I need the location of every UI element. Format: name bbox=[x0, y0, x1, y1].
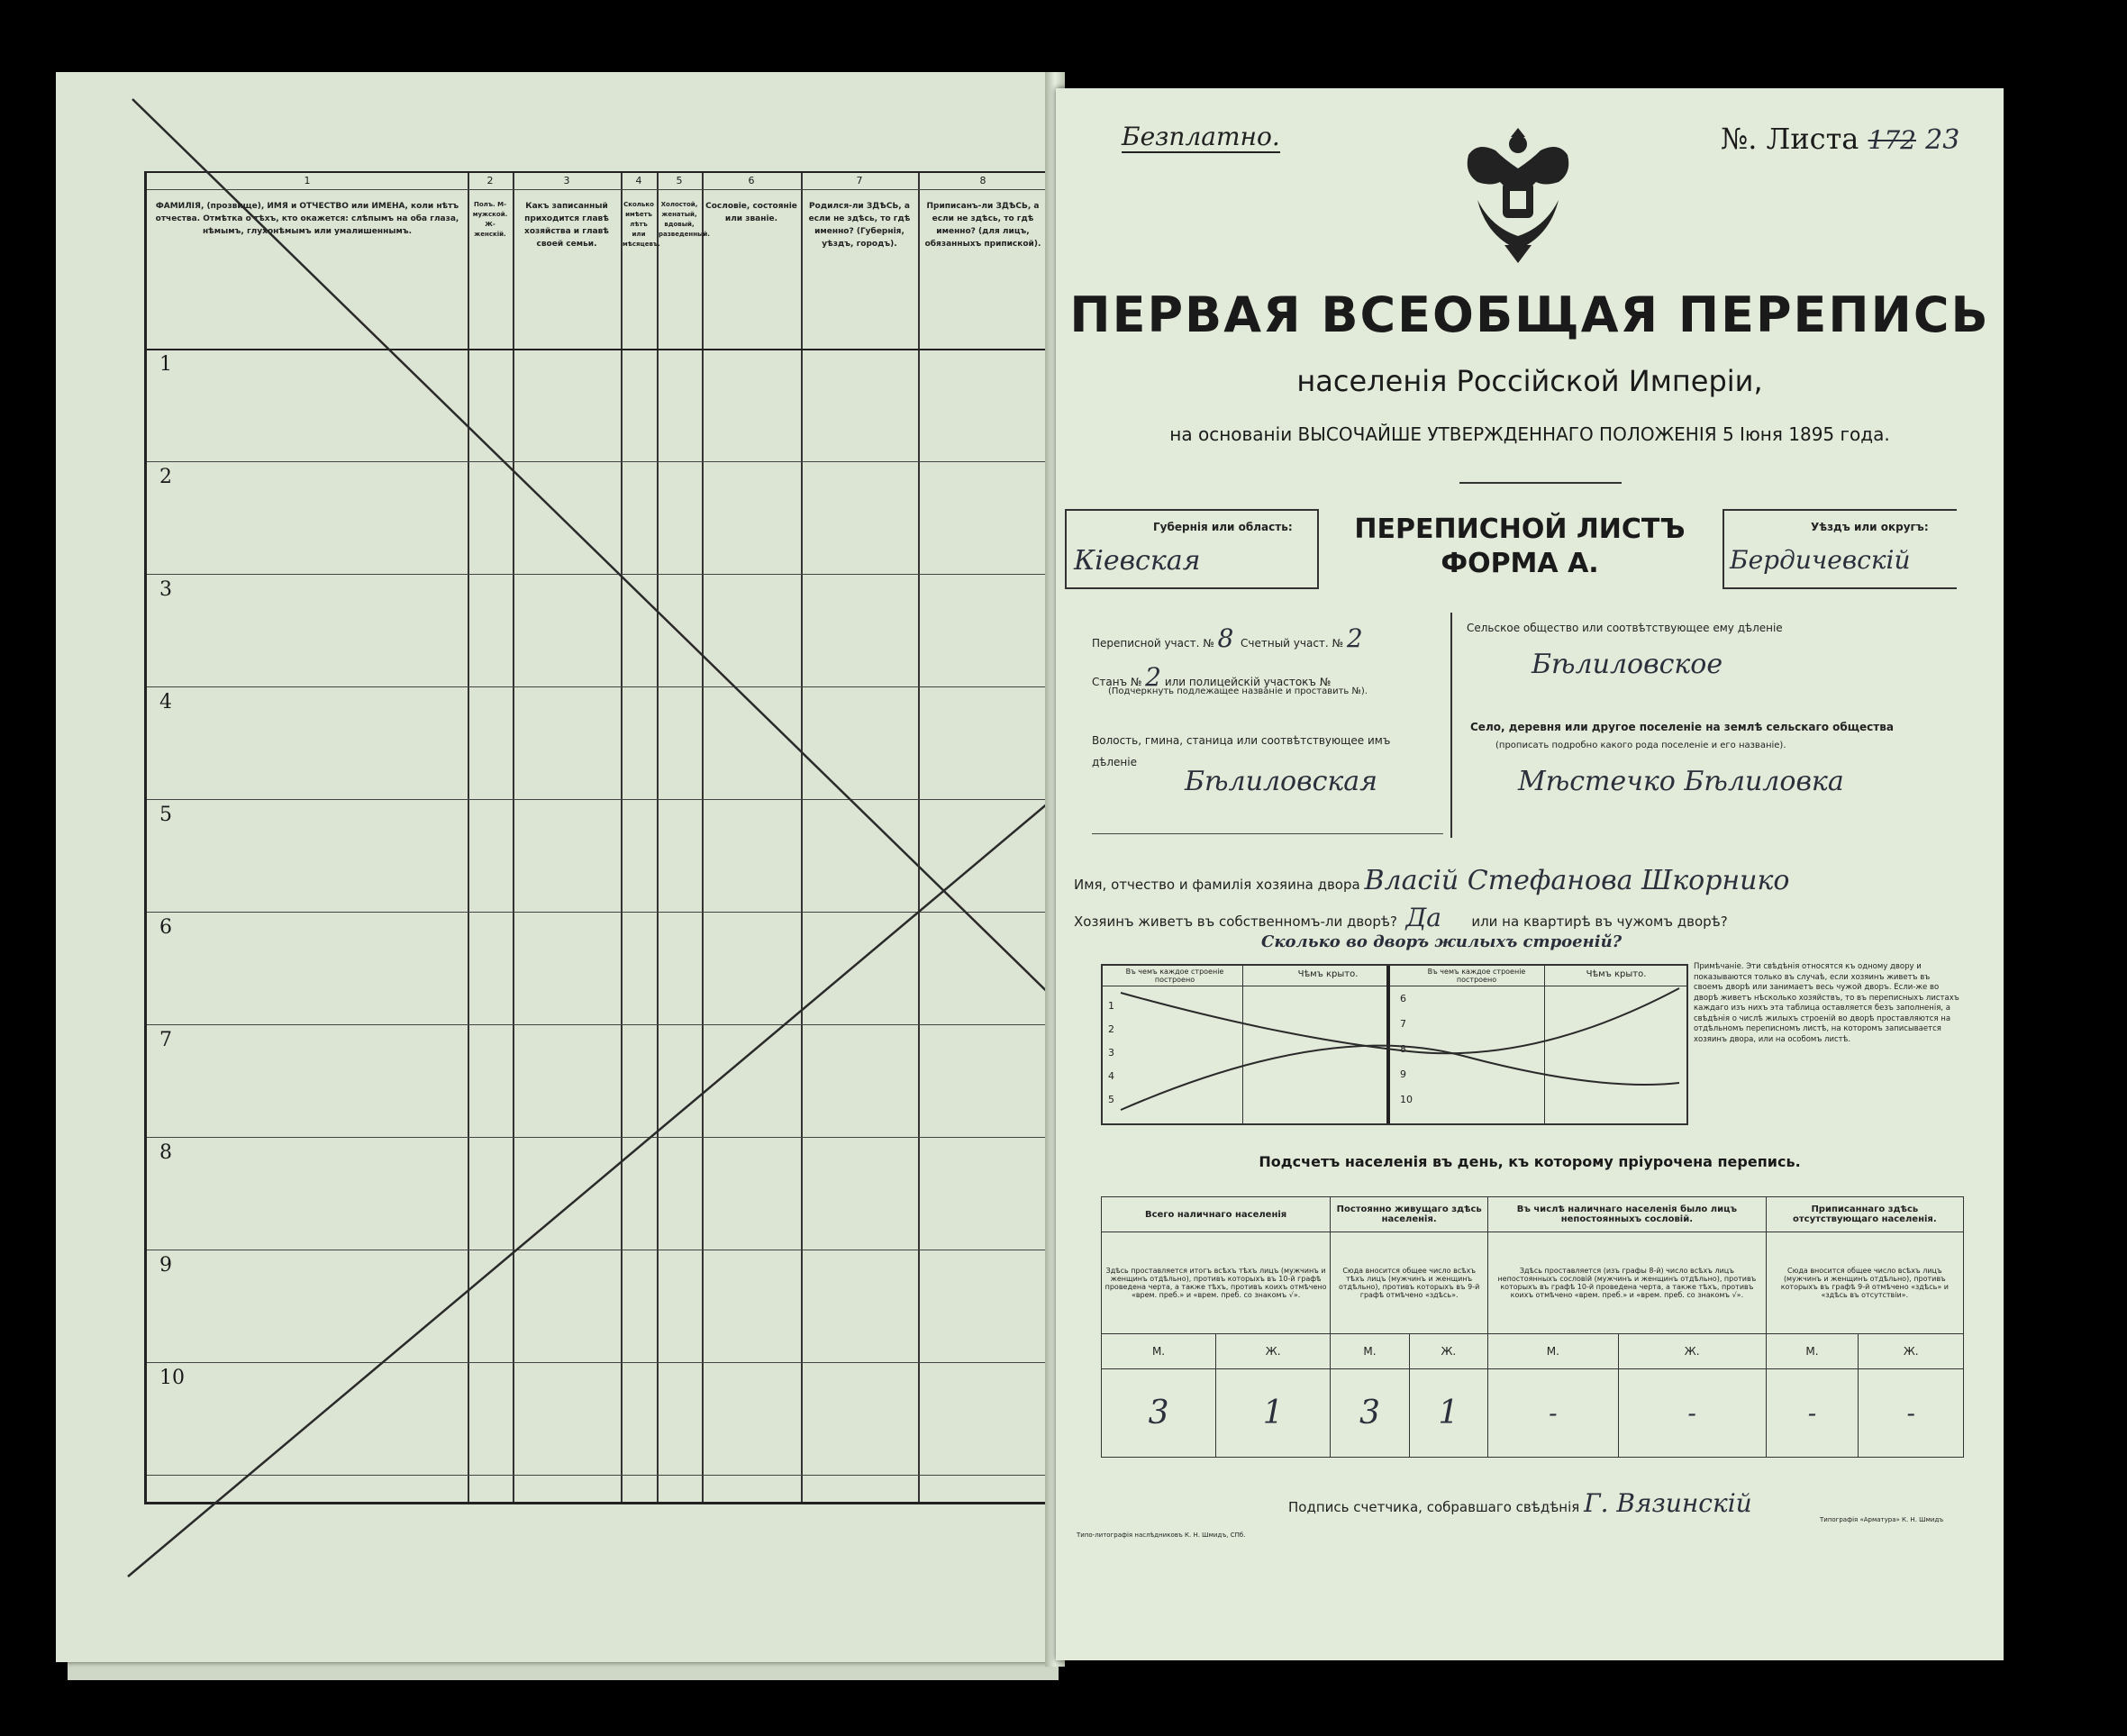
count-value: 1 bbox=[1409, 1369, 1487, 1458]
free-label: Безплатно. bbox=[1122, 122, 1280, 151]
buildings-header-material: Въ чемъ каждое строеніе построено bbox=[1427, 968, 1526, 984]
buildings-header-roof: Чѣмъ крыто. bbox=[1586, 969, 1647, 979]
count-value: - bbox=[1766, 1369, 1859, 1458]
sex-label: Ж. bbox=[1859, 1334, 1964, 1369]
row-number: 5 bbox=[159, 804, 172, 826]
sex-label: М. bbox=[1102, 1334, 1216, 1369]
owner-label: Имя, отчество и фамилія хозяина двора bbox=[1074, 877, 1360, 893]
society-label: Сельское общество или соотвѣтствующее ему дѣленіе bbox=[1467, 622, 1783, 634]
sheet-label: №. Листа bbox=[1721, 122, 1859, 156]
printer-left: Типо-литографія наслѣдниковъ К. Н. Шмидъ, СПб. bbox=[1077, 1531, 1246, 1539]
buildings-row-number: 4 bbox=[1108, 1070, 1114, 1082]
row-number: 9 bbox=[159, 1254, 172, 1277]
count-description: Сюда вносится общее число всѣхъ тѣхъ лицъ (мужчинъ и женщинъ отдѣльно), противъ которыхъ въ 9-й графѣ отмѣчено «здѣсь». bbox=[1331, 1232, 1488, 1334]
count-value: 3 bbox=[1331, 1369, 1409, 1458]
own-house-suffix: или на квартирѣ въ чужомъ дворѣ? bbox=[1471, 913, 1728, 930]
buildings-cross-lines bbox=[1103, 966, 1686, 1123]
row-number: 6 bbox=[159, 916, 172, 939]
row-number: 10 bbox=[159, 1367, 185, 1389]
row-number: 1 bbox=[159, 353, 172, 376]
ornament-divider bbox=[1459, 482, 1622, 484]
village-label: Село, деревня или другое поселеніе на землѣ сельскаго общества bbox=[1470, 721, 1894, 733]
row-number: 7 bbox=[159, 1029, 172, 1051]
buildings-note: Примѣчаніе. Эти свѣдѣнія относятся къ одному двору и показываются только въ случаѣ, если хозяинъ живетъ въ своемъ дворѣ или занимаетъ весь чужой дворъ. Если-же во дворѣ живетъ нѣсколько хозяйствъ, то въ переписныхъ листахъ каждаго изъ нихъ эта таблица оставляется безъ заполненія, а свѣдѣнія о числѣ жилыхъ строеній во дворѣ проставляются на отдѣльномъ переписномъ листѣ, на которомъ записывается хозяинъ двора, или на особомъ листѣ. bbox=[1694, 962, 1959, 1044]
uezd-label: Уѣздъ или округъ: bbox=[1811, 521, 1929, 533]
sheet-number-label bbox=[1721, 122, 1959, 156]
row-number: 8 bbox=[159, 1141, 172, 1164]
sex-label: М. bbox=[1766, 1334, 1859, 1369]
own-house-label: Хозяинъ живетъ въ собственномъ-ли дворѣ? bbox=[1074, 913, 1397, 930]
buildings-row-number: 5 bbox=[1108, 1094, 1114, 1105]
buildings-header-material: Въ чемъ каждое строеніе построено bbox=[1125, 968, 1224, 984]
count-value: 1 bbox=[1216, 1369, 1331, 1458]
sex-label: М. bbox=[1331, 1334, 1409, 1369]
header-age: Сколько имѣетъ лѣтъ или мѣсяцевъ. bbox=[623, 201, 660, 248]
column-number: 1 bbox=[304, 175, 311, 186]
count-value: - bbox=[1488, 1369, 1619, 1458]
column-number: 7 bbox=[856, 175, 863, 186]
double-headed-eagle-icon bbox=[1450, 119, 1586, 272]
owner-line bbox=[1074, 865, 1789, 896]
sheet-number-printed: 172 bbox=[1868, 125, 1916, 155]
stan-note: (Подчеркнуть подлежащее названіе и проставить №). bbox=[1108, 686, 1368, 696]
buildings-row-number: 3 bbox=[1108, 1047, 1114, 1059]
village-note: (прописать подробно какого рода поселеніе и его названіе). bbox=[1495, 741, 1786, 750]
buildings-header-roof: Чѣмъ крыто. bbox=[1297, 969, 1359, 979]
sex-label: М. bbox=[1488, 1334, 1619, 1369]
form-title-2: ФОРМА А. bbox=[1441, 548, 1599, 579]
diagonal-line bbox=[128, 793, 1060, 1577]
header-marital: Холостой, женатый, вдовый, разведенный. bbox=[659, 201, 710, 238]
count-header: Всего наличнаго населенія bbox=[1102, 1197, 1331, 1232]
society-value: Бѣлиловское bbox=[1532, 649, 1723, 680]
population-count-table bbox=[1101, 1196, 1964, 1458]
printer-right: Типографія «Арматура» К. Н. Шмидъ bbox=[1820, 1516, 1944, 1523]
buildings-row-number: 7 bbox=[1400, 1018, 1406, 1030]
count-description: Здѣсь проставляется (изъ графы 8-й) число всѣхъ лицъ непостоянныхъ сословій (мужчинъ и женщинъ отдѣльно), противъ которыхъ въ графѣ 10-й проведена черта, а также тѣхъ, противъ коихъ отмѣчено «врем. преб.» и «врем. преб. со знакомъ √». bbox=[1488, 1232, 1767, 1334]
count-value: - bbox=[1859, 1369, 1964, 1458]
count-description: Здѣсь проставляется итогъ всѣхъ тѣхъ лицъ (мужчинъ и женщинъ отдѣльно), противъ которыхъ въ 10-й графѣ проведена черта, а также тѣхъ, противъ коихъ отмѣчено «врем. преб.» и «врем. преб. со знакомъ √». bbox=[1102, 1232, 1331, 1334]
form-title-1: ПЕРЕПИСНОЙ ЛИСТЪ bbox=[1354, 514, 1686, 545]
sex-label: Ж. bbox=[1216, 1334, 1331, 1369]
count-description: Сюда вносится общее число всѣхъ лицъ (мужчинъ и женщинъ отдѣльно), противъ которыхъ въ графѣ 9-й отмѣчено «здѣсь» и «здѣсь въ отсутствіи». bbox=[1766, 1232, 1963, 1334]
signature-label: Подпись счетчика, собравшаго свѣдѣнія bbox=[1288, 1499, 1580, 1515]
buildings-row-number: 8 bbox=[1400, 1043, 1406, 1055]
census-subtitle: населенія Россійской Имперіи, bbox=[1296, 364, 1763, 398]
census-section-line bbox=[1092, 623, 1363, 653]
census-section-value: 8 bbox=[1217, 623, 1234, 653]
buildings-row-number: 1 bbox=[1108, 1000, 1114, 1012]
own-house-line bbox=[1074, 903, 1728, 932]
header-estate: Сословіе, состояніе или званіе. bbox=[705, 202, 797, 223]
header-relation: Какъ записанный приходится главѣ хозяйства и главѣ своей семьи. bbox=[524, 202, 609, 249]
count-header: Приписаннаго здѣсь отсутствующаго населенія. bbox=[1766, 1197, 1963, 1232]
stan-suffix: или полицейскій участокъ № bbox=[1164, 676, 1332, 688]
village-value: Мѣстечко Бѣлиловка bbox=[1518, 766, 1844, 797]
column-number: 2 bbox=[486, 175, 494, 186]
header-birthplace: Родился-ли ЗДѢСЬ, а если не здѣсь, то гдѣ именно? (Губернія, уѣздъ, городъ). bbox=[808, 202, 911, 249]
volost-label: Волость, гмина, станица или соотвѣтствующее имъ дѣленіе bbox=[1092, 734, 1391, 768]
row-number: 4 bbox=[159, 691, 172, 713]
sex-label: Ж. bbox=[1618, 1334, 1766, 1369]
buildings-row-number: 2 bbox=[1108, 1023, 1114, 1035]
column-number: 8 bbox=[979, 175, 986, 186]
stan-value: 2 bbox=[1145, 662, 1161, 692]
buildings-row-number: 10 bbox=[1400, 1094, 1413, 1105]
header-name: ФАМИЛІЯ, (прозвище), ИМЯ и ОТЧЕСТВО или ИМЕНА, коли нѣтъ отчества. Отмѣтка о тѣхъ, кто окажется: слѣпымъ на оба глаза, нѣмымъ, глухонѣмымъ или умалишеннымъ. bbox=[155, 202, 459, 236]
buildings-table bbox=[1101, 964, 1688, 1125]
count-section-label: Счетный участ. № bbox=[1241, 637, 1344, 650]
rule bbox=[1092, 833, 1443, 834]
signature-line bbox=[1288, 1488, 1752, 1518]
owner-value: Власій Стефанова Шкорнико bbox=[1364, 865, 1790, 896]
volost-value: Бѣлиловская bbox=[1185, 766, 1378, 797]
column-number: 4 bbox=[635, 175, 642, 186]
buildings-question: Сколько во дворъ жилыхъ строеній? bbox=[1261, 932, 1623, 951]
row-number: 3 bbox=[159, 578, 172, 601]
gubernia-label: Губернія или область: bbox=[1153, 521, 1293, 533]
count-section-value: 2 bbox=[1346, 623, 1363, 653]
column-number: 5 bbox=[676, 175, 683, 186]
vertical-divider bbox=[1450, 613, 1452, 838]
column-number: 6 bbox=[748, 175, 755, 186]
census-basis: на основаніи ВЫСОЧАЙШЕ УТВЕРЖДЕННАГО ПОЛОЖЕНІЯ 5 Іюня 1895 года. bbox=[1169, 423, 1890, 445]
gubernia-value: Кіевская bbox=[1074, 545, 1201, 577]
count-title: Подсчетъ населенія въ день, къ которому пріурочена перепись. bbox=[1259, 1153, 1801, 1170]
count-value: - bbox=[1618, 1369, 1766, 1458]
sex-label: Ж. bbox=[1409, 1334, 1487, 1369]
count-header: Постоянно живущаго здѣсь населенія. bbox=[1331, 1197, 1488, 1232]
census-title: ПЕРВАЯ ВСЕОБЩАЯ ПЕРЕПИСЬ bbox=[1069, 286, 1990, 343]
row-number: 2 bbox=[159, 466, 172, 488]
header-sex: Полъ. М-мужской. Ж-женскій. bbox=[472, 201, 508, 238]
column-number: 3 bbox=[563, 175, 570, 186]
uezd-value: Бердичевскій bbox=[1730, 545, 1911, 575]
buildings-row-number: 6 bbox=[1400, 993, 1406, 1004]
buildings-row-number: 9 bbox=[1400, 1068, 1406, 1080]
sheet-number-hand: 23 bbox=[1925, 124, 1960, 156]
count-value: 3 bbox=[1102, 1369, 1216, 1458]
header-registration: Приписанъ-ли ЗДѢСЬ, а если не здѣсь, то гдѣ именно? (для лицъ, обязанныхъ припиской). bbox=[924, 202, 1041, 249]
count-header: Въ числѣ наличнаго населенія было лицъ непостоянныхъ сословій. bbox=[1488, 1197, 1767, 1232]
diagonal-line bbox=[132, 99, 1065, 1009]
signature-value: Г. Вязинскій bbox=[1584, 1488, 1752, 1518]
cross-out-lines bbox=[56, 72, 1065, 1667]
census-section-label: Переписной участ. № bbox=[1092, 637, 1214, 650]
stan-label: Станъ № bbox=[1092, 676, 1142, 688]
own-house-value: Да bbox=[1405, 903, 1441, 932]
